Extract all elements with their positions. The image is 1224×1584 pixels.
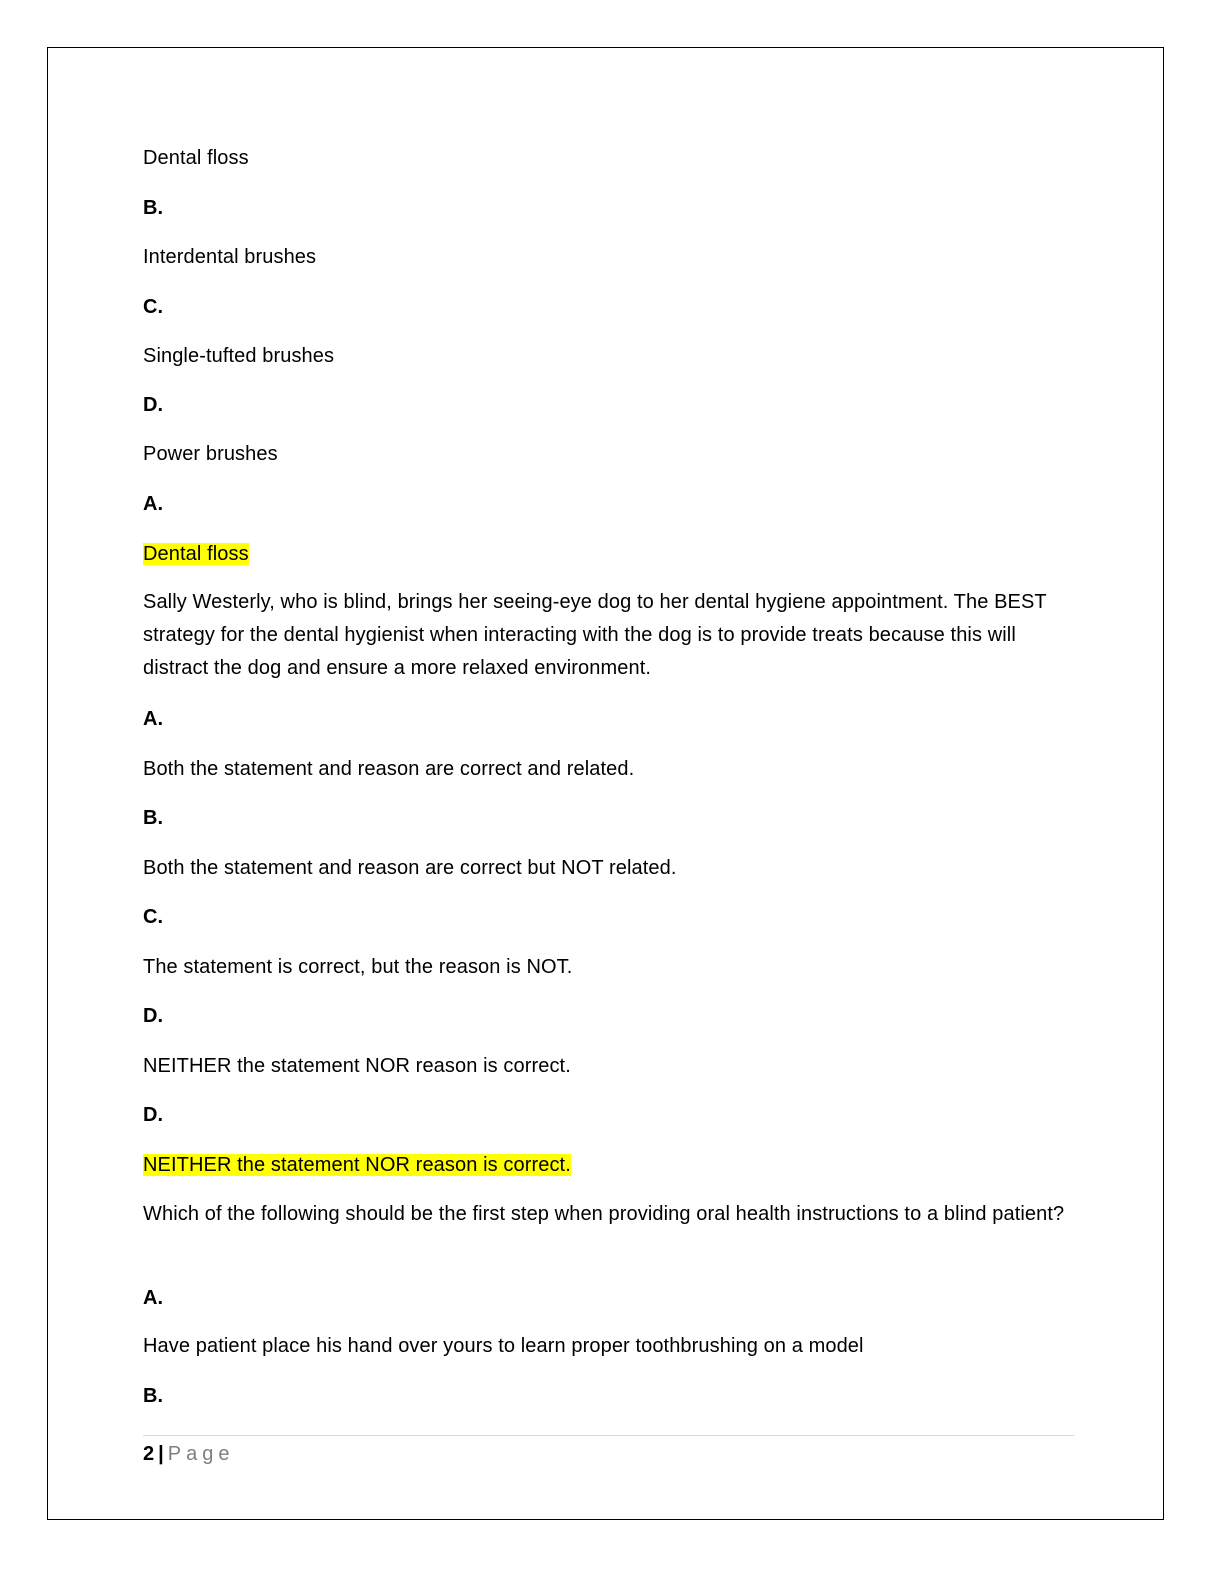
option-letter: A.: [143, 708, 164, 730]
option-text: NEITHER the statement NOR reason is correct.: [143, 1055, 571, 1077]
option-text: Dental floss: [143, 147, 249, 169]
question-text: Which of the following should be the first step when providing oral health instructions to a blind patient?: [143, 1203, 1065, 1225]
footer-separator: |: [158, 1443, 164, 1465]
page-footer: [143, 1442, 234, 1466]
option-letter: C.: [143, 296, 164, 318]
option-text: Single-tufted brushes: [143, 345, 335, 367]
answer-letter: D.: [143, 1104, 164, 1126]
option-text: Interdental brushes: [143, 246, 317, 268]
page-label: Page: [167, 1443, 235, 1465]
option-letter: B.: [143, 1385, 164, 1407]
option-text: Both the statement and reason are correct and related.: [143, 758, 635, 780]
highlight: NEITHER the statement NOR reason is correct.: [143, 1154, 571, 1176]
question-text: Sally Westerly, who is blind, brings her seeing-eye dog to her dental hygiene appointment. The BEST strategy for the dental hygienist when interacting with the dog is to provide treats because this will distract the dog and ensure a more relaxed environment.: [143, 591, 1047, 679]
option-text: Power brushes: [143, 443, 278, 465]
option-letter: C.: [143, 906, 164, 928]
page-number: 2: [143, 1443, 155, 1465]
option-letter: D.: [143, 394, 164, 416]
option-text: The statement is correct, but the reason is NOT.: [143, 956, 573, 978]
option-text: Both the statement and reason are correct but NOT related.: [143, 857, 677, 879]
option-letter: B.: [143, 807, 164, 829]
option-letter: B.: [143, 197, 164, 219]
answer-text-highlighted: [143, 1153, 571, 1177]
option-letter: A.: [143, 1287, 164, 1309]
answer-letter: A.: [143, 493, 164, 515]
option-text: Have patient place his hand over yours to learn proper toothbrushing on a model: [143, 1335, 864, 1357]
footer-rule: [143, 1435, 1074, 1436]
option-letter: D.: [143, 1005, 164, 1027]
answer-text-highlighted: [143, 542, 249, 566]
highlight: Dental floss: [143, 543, 249, 565]
